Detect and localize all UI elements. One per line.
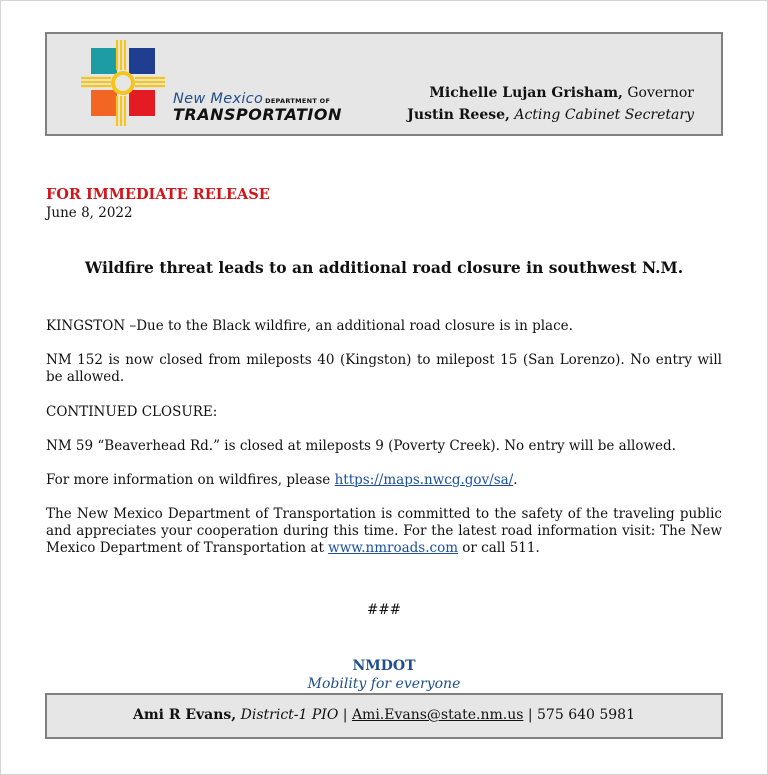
paragraph-3-text: CONTINUED CLOSURE: [46,404,218,420]
contact-role: District-1 PIO [240,707,339,723]
headline: Wildfire threat leads to an additional road closure in southwest N.M. [84,258,684,277]
secretary-line [407,104,694,126]
contact-name: Ami R Evans, [132,707,237,723]
contact-email-link[interactable]: Ami.Evans@state.nm.us [351,707,524,723]
secretary-name: Justin Reese, [407,107,510,123]
paragraph-3 [46,404,722,421]
contact-separator-2: | [523,707,538,723]
paragraph-5 [46,472,722,489]
paragraph-5-end: . [513,472,518,488]
letterhead [45,32,723,136]
contact-footer [45,693,723,739]
logo-agency: TRANSPORTATION [173,105,342,124]
contact-separator: | [338,707,352,723]
contact-phone: 575 640 5981 [537,707,635,723]
end-mark: ### [367,602,401,618]
paragraph-4 [46,438,722,455]
release-label: FOR IMMEDIATE RELEASE [46,186,270,203]
paragraph-2 [46,352,722,386]
paragraph-6-lead: The New Mexico Department of Transportation is committed to the safety of the traveling public and appreciates your cooperation during this time. For the latest road information visit: The New Mexico Department of Transportation at [46,506,722,556]
paragraph-4-text: NM 59 “Beaverhead Rd.” is closed at mileposts 9 (Poverty Creek). No entry will be allowed. [46,438,676,454]
paragraph-2-text: NM 152 is now closed from mileposts 40 (Kingston) to milepost 15 (San Lorenzo). No entry will be allowed. [46,352,722,385]
paragraph-1-text: KINGSTON –Due to the Black wildfire, an additional road closure is in place. [46,318,573,334]
governor-line [407,82,694,104]
nmroads-link[interactable]: www.nmroads.com [328,540,459,556]
paragraph-6-end: or call 511. [458,540,540,556]
wildfire-map-link[interactable]: https://maps.nwcg.gov/sa/ [334,472,514,488]
governor-name: Michelle Lujan Grisham, [429,85,623,101]
nmdot-zia-logo-icon [77,38,169,130]
signature-org: NMDOT [352,658,416,674]
governor-title: Governor [627,85,694,101]
release-date: June 8, 2022 [46,205,133,221]
paragraph-5-lead: For more information on wildfires, please [46,472,335,488]
logo-dept: DEPARTMENT OF [265,97,331,105]
secretary-title: Acting Cabinet Secretary [514,107,694,123]
paragraph-6 [46,506,722,557]
contact-line [47,707,721,723]
signature-slogan: Mobility for everyone [307,676,461,692]
logo-name: New Mexico [173,91,264,107]
officials-block [407,82,694,126]
agency-wordmark [173,88,342,123]
paragraph-1 [46,318,722,335]
